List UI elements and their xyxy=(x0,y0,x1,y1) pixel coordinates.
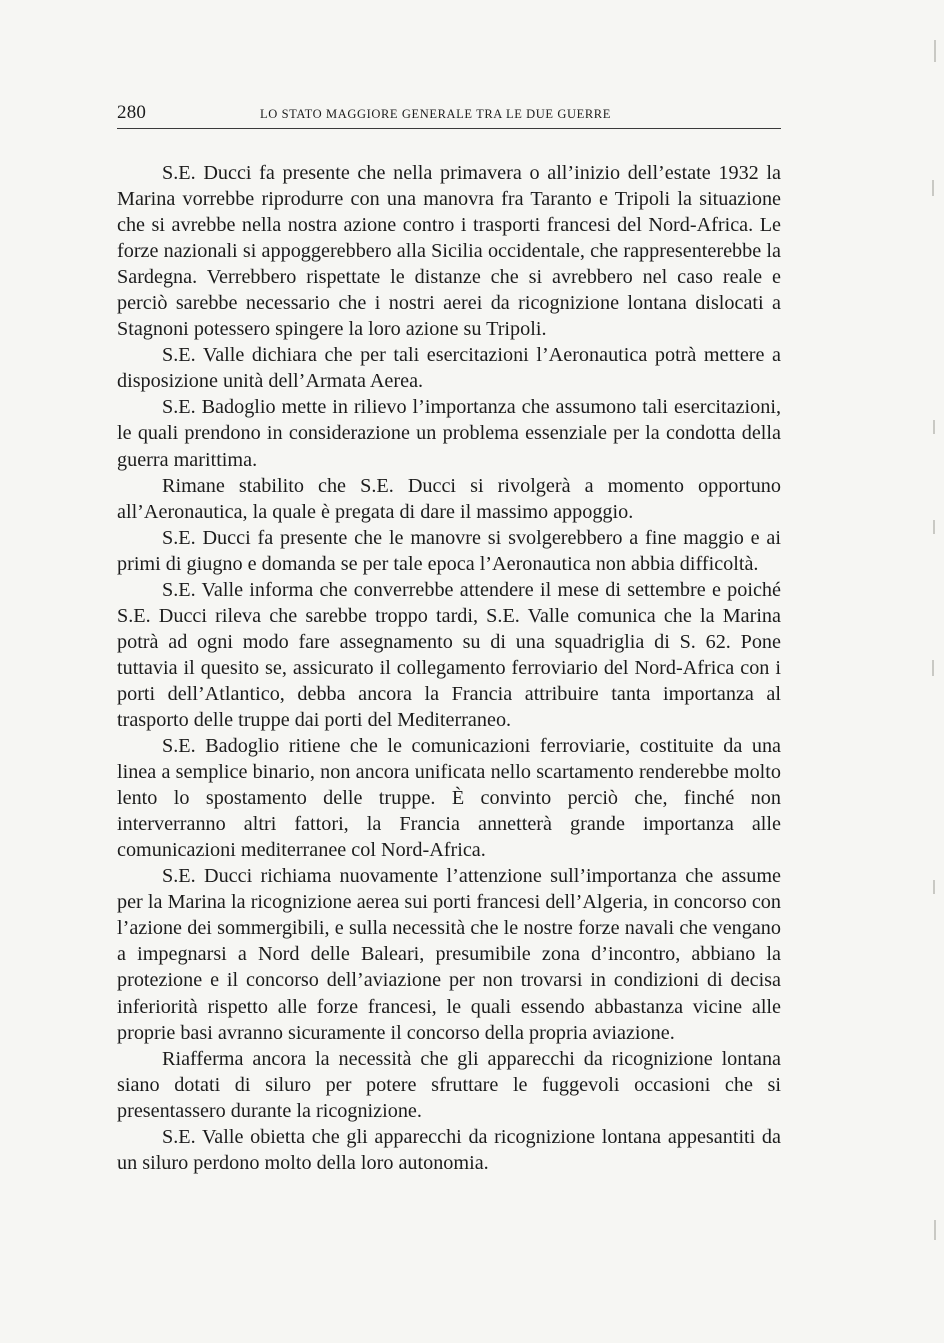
paragraph: Riafferma ancora la necessità che gli apparecchi da ricognizione lontana siano dotati di siluro per potere sfruttare le fuggevoli occasioni che si presentassero durante la ricognizione. xyxy=(117,1047,781,1122)
running-title: LO STATO MAGGIORE GENERALE TRA LE DUE GUERRE xyxy=(260,107,611,121)
page-header xyxy=(117,100,781,129)
body-text xyxy=(117,160,781,1176)
scan-edge-mark xyxy=(933,420,935,434)
paragraph: S.E. Badoglio ritiene che le comunicazioni ferroviarie, costituite da una linea a semplice binario, non ancora unificata nello scartamento renderebbe molto lento lo spostamento delle truppe. È convinto perciò che, finché non interverranno altri fattori, la Francia annetterà grande importanza alle comunicazioni mediterranee col Nord-Africa. xyxy=(117,735,781,862)
paragraph: S.E. Valle informa che converrebbe attendere il mese di settembre e poiché S.E. Ducci rileva che sarebbe troppo tardi, S.E. Valle comunica che la Marina potrà ad ogni modo fare assegnamento su di una squadriglia di S. 62. Pone tuttavia il quesito se, assicurato il collegamento ferroviario del Nord-Africa con i porti dell’Atlantico, debba ancora la Francia attribuire tanta importanza al trasporto delle truppe dai porti del Mediterraneo. xyxy=(117,578,781,731)
scan-edge-mark xyxy=(933,520,935,534)
paragraph: S.E. Valle dichiara che per tali esercitazioni l’Aeronautica potrà mettere a disposizione unità dell’Armata Aerea. xyxy=(117,344,781,393)
page-number: 280 xyxy=(117,102,147,123)
paragraph: S.E. Ducci richiama nuovamente l’attenzione sull’importanza che assume per la Marina la ricognizione aerea sui porti francesi dell’Algeria, in concorso con l’azione dei sommergibili, e sulla necessità che le nostre forze navali che vengano a impegnarsi a Nord delle Baleari, presumibile zona d’incontro, abbiano la protezione e il concorso dell’aviazione per non trovarsi in condizioni di decisa inferiorità rispetto alle forze francesi, le quali essendo abbastanza vicine alle proprie basi avranno sicuramente il concorso della propria aviazione. xyxy=(117,865,781,1044)
scan-edge-mark xyxy=(932,180,934,196)
paragraph: Rimane stabilito che S.E. Ducci si rivolgerà a momento opportuno all’Aeronautica, la quale è pregata di dare il massimo appoggio. xyxy=(117,474,781,523)
scan-edge-mark xyxy=(932,660,934,676)
scan-edge-mark xyxy=(934,40,936,62)
scan-edge-mark xyxy=(934,1220,936,1240)
scan-edge-mark xyxy=(933,880,935,894)
paragraph: S.E. Ducci fa presente che le manovre si svolgerebbero a fine maggio e ai primi di giugno e domanda se per tale epoca l’Aeronautica non abbia difficoltà. xyxy=(117,526,781,575)
paragraph: S.E. Valle obietta che gli apparecchi da ricognizione lontana appesantiti da un siluro perdono molto della loro autonomia. xyxy=(117,1125,781,1174)
paragraph: S.E. Ducci fa presente che nella primavera o all’inizio dell’estate 1932 la Marina vorrebbe riprodurre con una manovra fra Taranto e Tripoli la situazione che si avrebbe nella nostra azione contro i trasporti francesi del Nord-Africa. Le forze nazionali si appoggerebbero alla Sicilia occidentale, che rappresenterebbe la Sardegna. Verrebbero rispettate le distanze che si avrebbero nel caso reale e perciò sarebbe necessario che i nostri aerei da ricognizione lontana dislocati a Stagnoni potessero spingere la loro azione su Tripoli. xyxy=(117,162,781,341)
paragraph: S.E. Badoglio mette in rilievo l’importanza che assumono tali esercitazioni, le quali prendono in considerazione un problema essenziale per la condotta della guerra marittima. xyxy=(117,396,781,471)
